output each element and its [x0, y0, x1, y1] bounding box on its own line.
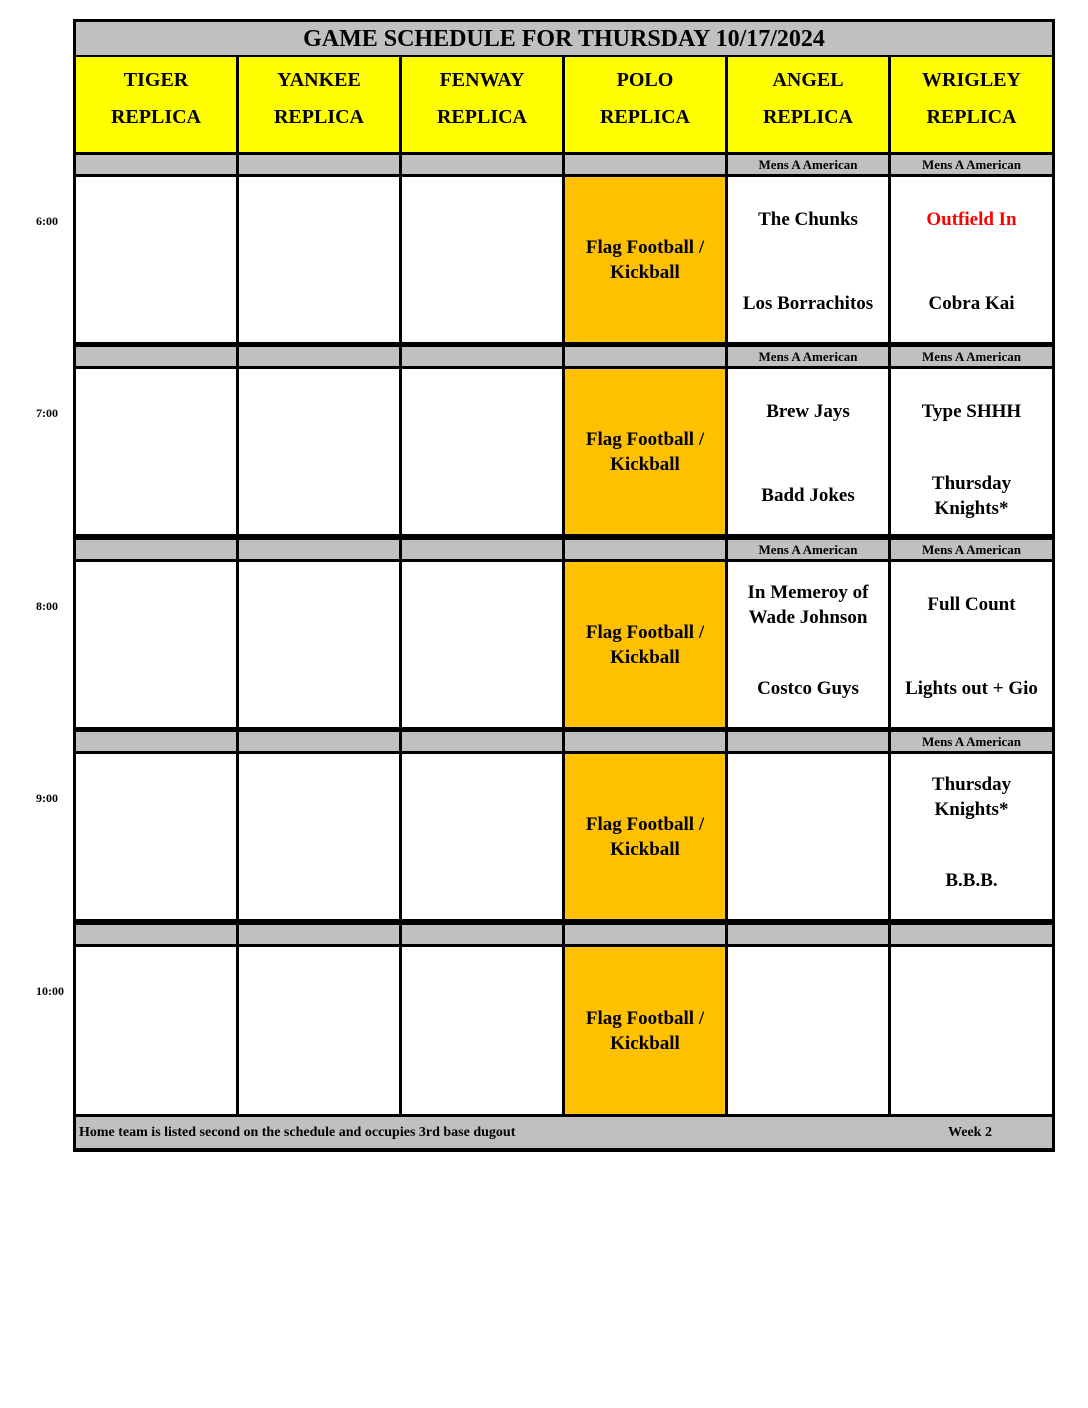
- home-team: Cobra Kai: [928, 293, 1015, 314]
- empty-slot: [728, 947, 888, 1114]
- division-band-wrigley: Mens A American: [891, 347, 1052, 366]
- field-header-tiger: [76, 57, 236, 152]
- game-slot-wrigley-7: [891, 369, 1052, 534]
- time-label-9: 9:00: [36, 791, 58, 805]
- flag-football-slot: Flag Football / Kickball: [565, 562, 725, 727]
- empty-slot: [239, 369, 399, 534]
- flag-football-slot: Flag Football / Kickball: [565, 754, 725, 919]
- time-label-7: 7:00: [36, 406, 58, 420]
- home-team: Thursday Knights*: [931, 473, 1012, 519]
- away-team: Brew Jays: [766, 401, 850, 422]
- away-team: The Chunks: [758, 209, 858, 230]
- division-band-angel: Mens A American: [728, 347, 888, 366]
- game-slot-angel-6: [728, 177, 888, 342]
- empty-slot: [402, 754, 562, 919]
- week-label: Week 2: [948, 1125, 992, 1140]
- division-band: [402, 155, 562, 174]
- empty-slot: [402, 947, 562, 1114]
- division-band: [728, 925, 888, 944]
- field-sub: REPLICA: [762, 106, 853, 128]
- flag-football-slot: Flag Football / Kickball: [565, 369, 725, 534]
- division-band-wrigley: Mens A American: [891, 540, 1052, 559]
- away-team: Full Count: [927, 594, 1016, 615]
- field-sub: REPLICA: [436, 106, 527, 128]
- empty-slot: [76, 177, 236, 342]
- division-band: [239, 155, 399, 174]
- division-band: [402, 540, 562, 559]
- division-band: [891, 925, 1052, 944]
- division-band: [565, 732, 725, 751]
- away-team: Type SHHH: [921, 401, 1022, 422]
- game-slot-wrigley-8: [891, 562, 1052, 727]
- field-name: TIGER: [123, 69, 189, 91]
- division-band-angel: Mens A American: [728, 155, 888, 174]
- time-label-6: 6:00: [36, 214, 58, 228]
- field-name: POLO: [616, 69, 674, 91]
- home-team: B.B.B.: [945, 870, 998, 891]
- division-band: [76, 540, 236, 559]
- field-header-wrigley: [891, 57, 1052, 152]
- division-band: [565, 347, 725, 366]
- empty-slot: [76, 562, 236, 727]
- empty-slot: [239, 562, 399, 727]
- empty-slot: [239, 947, 399, 1114]
- division-band: [728, 732, 888, 751]
- footer-bar: [76, 1117, 1052, 1148]
- division-band: [565, 155, 725, 174]
- empty-slot: [402, 177, 562, 342]
- empty-slot: [239, 754, 399, 919]
- division-band: [239, 540, 399, 559]
- schedule-table: [73, 19, 1055, 1152]
- home-team: Badd Jokes: [761, 485, 855, 506]
- game-slot-angel-7: [728, 369, 888, 534]
- division-band: [402, 732, 562, 751]
- field-header-polo: [565, 57, 725, 152]
- field-header-yankee: [239, 57, 399, 152]
- division-band: [76, 925, 236, 944]
- time-label-8: 8:00: [36, 599, 58, 613]
- field-name: WRIGLEY: [922, 69, 1021, 91]
- division-band-wrigley: Mens A American: [891, 155, 1052, 174]
- empty-slot: [76, 754, 236, 919]
- field-sub: REPLICA: [926, 106, 1017, 128]
- division-band: [402, 925, 562, 944]
- away-team: Outfield In: [926, 209, 1017, 230]
- field-name: YANKEE: [277, 69, 361, 91]
- home-team: Costco Guys: [757, 678, 859, 699]
- division-band-angel: Mens A American: [728, 540, 888, 559]
- field-sub: REPLICA: [599, 106, 690, 128]
- division-band-wrigley: Mens A American: [891, 732, 1052, 751]
- field-sub: REPLICA: [110, 106, 201, 128]
- division-band: [565, 925, 725, 944]
- home-team: Los Borrachitos: [742, 293, 874, 314]
- field-sub: REPLICA: [273, 106, 364, 128]
- flag-football-slot: Flag Football / Kickball: [565, 177, 725, 342]
- game-slot-wrigley-6: [891, 177, 1052, 342]
- division-band: [239, 732, 399, 751]
- away-team: In Memeroy of Wade Johnson: [747, 582, 869, 628]
- empty-slot: [76, 369, 236, 534]
- schedule-title: GAME SCHEDULE FOR THURSDAY 10/17/2024: [76, 22, 1052, 55]
- home-team-note: Home team is listed second on the schedule and occupies 3rd base dugout: [79, 1125, 516, 1140]
- time-label-10: 10:00: [36, 984, 64, 998]
- empty-slot: [728, 754, 888, 919]
- empty-slot: [891, 947, 1052, 1114]
- division-band: [76, 347, 236, 366]
- empty-slot: [239, 177, 399, 342]
- field-header-fenway: [402, 57, 562, 152]
- flag-football-slot: Flag Football / Kickball: [565, 947, 725, 1114]
- field-name: ANGEL: [772, 69, 844, 91]
- division-band: [239, 347, 399, 366]
- empty-slot: [76, 947, 236, 1114]
- game-slot-wrigley-9: [891, 754, 1052, 919]
- division-band: [76, 732, 236, 751]
- division-band: [565, 540, 725, 559]
- empty-slot: [402, 562, 562, 727]
- empty-slot: [402, 369, 562, 534]
- division-band: [402, 347, 562, 366]
- division-band: [239, 925, 399, 944]
- away-team: Thursday Knights*: [931, 774, 1012, 820]
- field-header-angel: [728, 57, 888, 152]
- field-name: FENWAY: [439, 69, 525, 91]
- home-team: Lights out + Gio: [905, 678, 1038, 699]
- division-band: [76, 155, 236, 174]
- game-slot-angel-8: [728, 562, 888, 727]
